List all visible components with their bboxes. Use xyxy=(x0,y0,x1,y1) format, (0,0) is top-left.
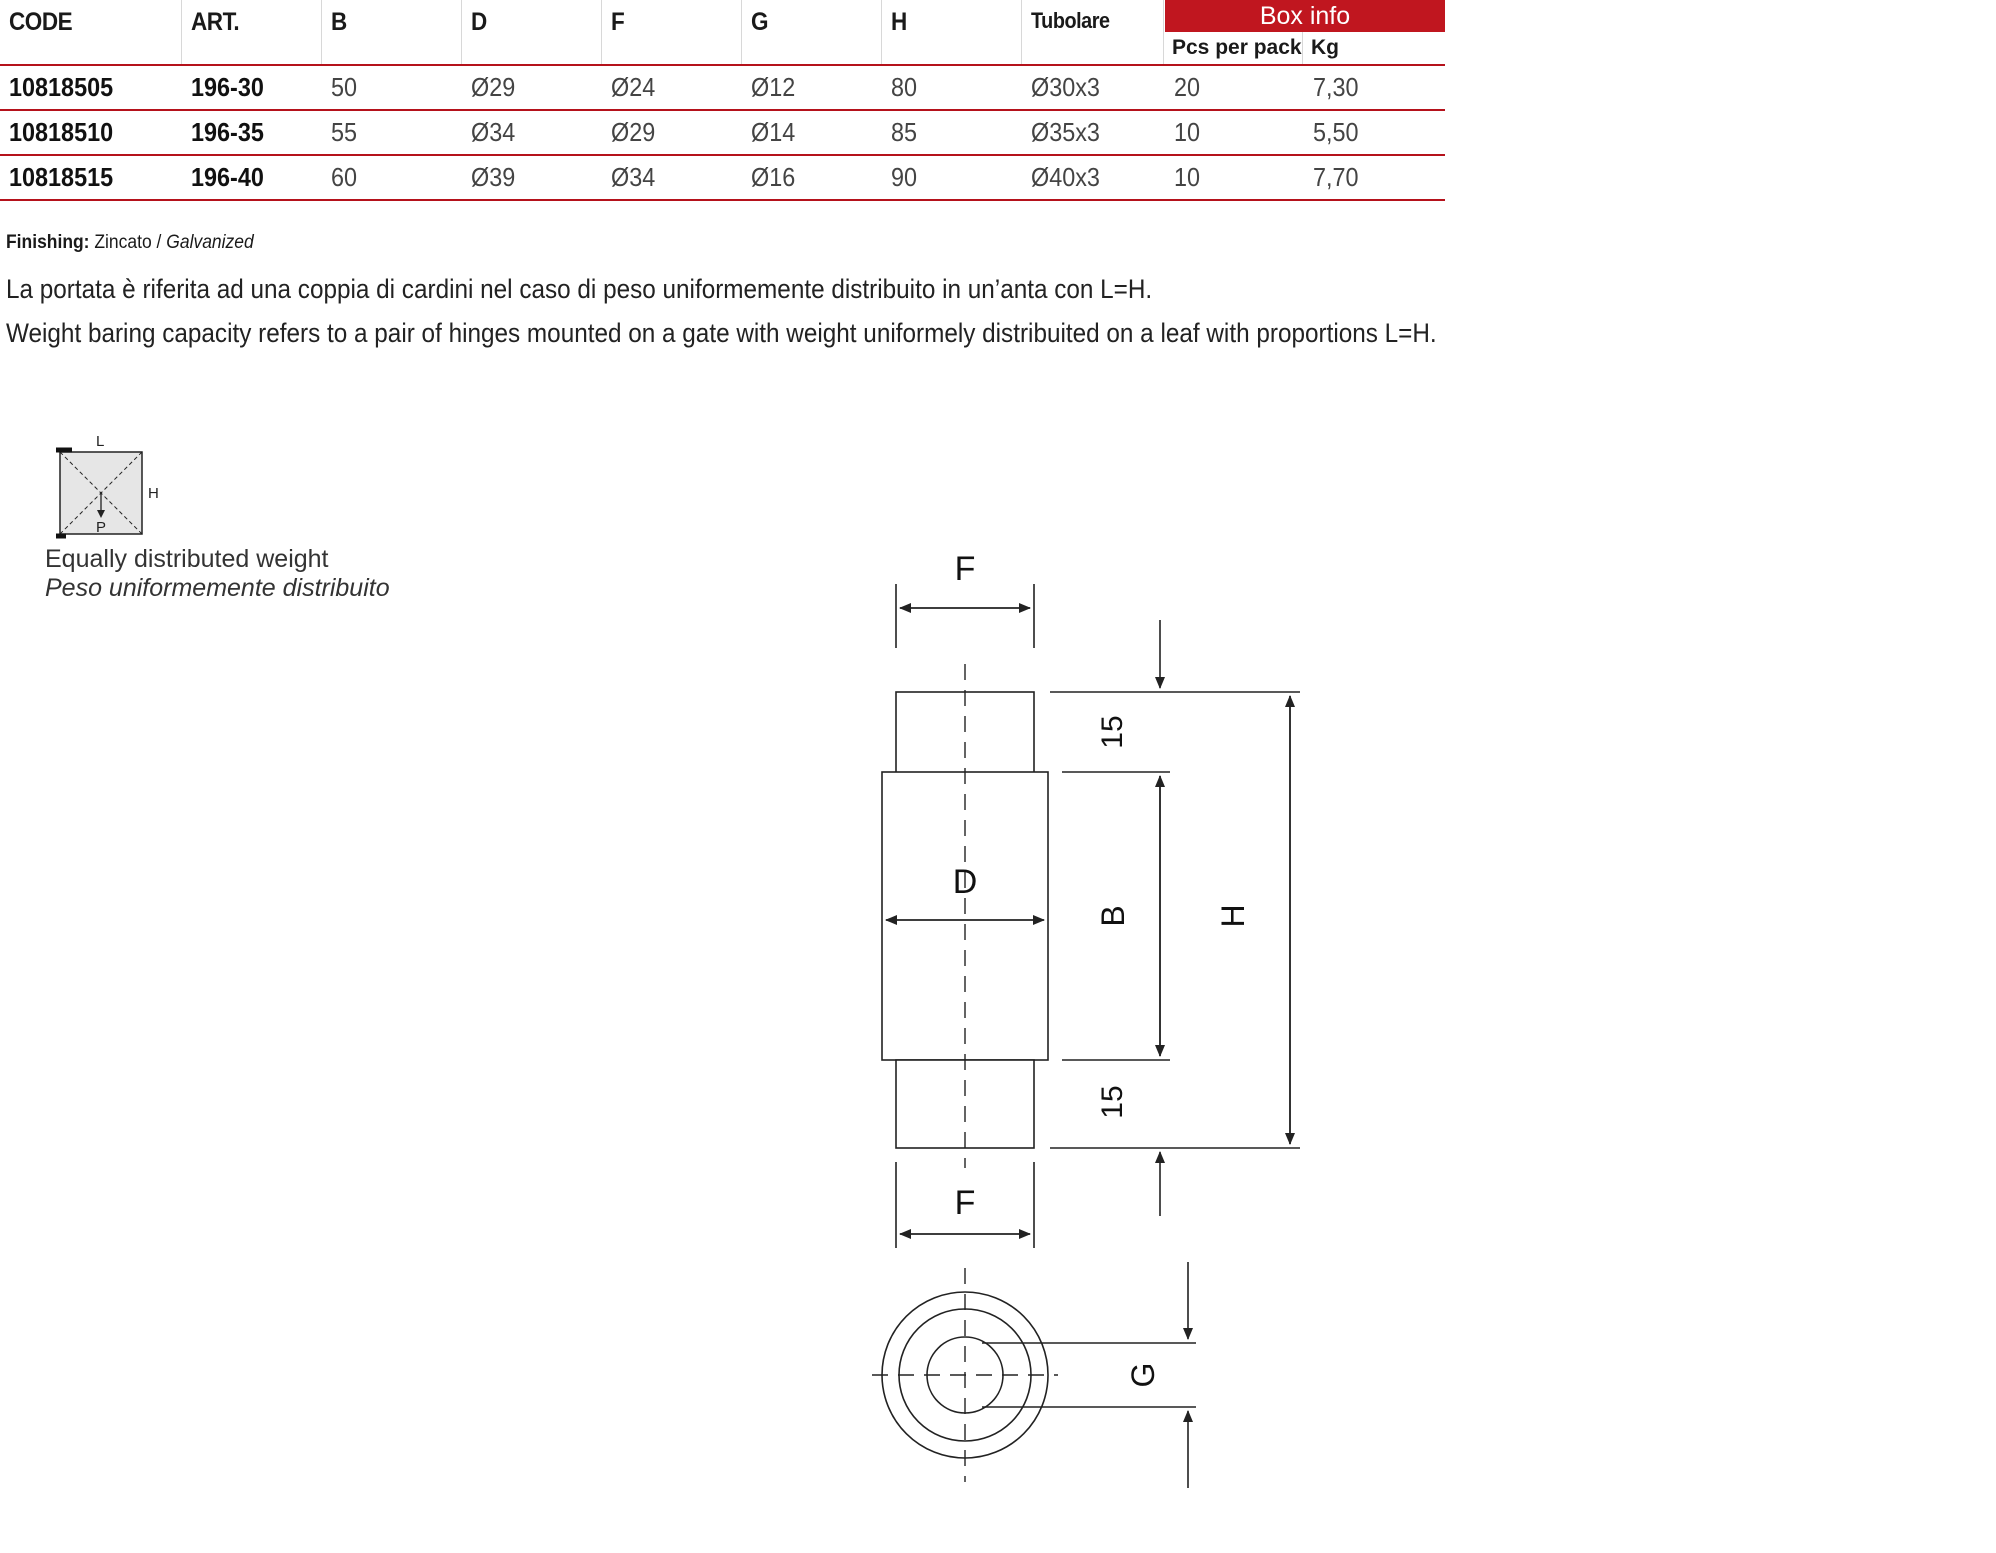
cell-d: Ø34 xyxy=(471,117,516,147)
finishing-value-en: Galvanized xyxy=(166,232,254,253)
cell-art: 196-30 xyxy=(191,72,264,102)
box-info-header: Box info xyxy=(1165,0,1445,32)
cell-tubolare: Ø30x3 xyxy=(1031,72,1100,102)
header-code: CODE xyxy=(9,8,73,36)
cell-d: Ø39 xyxy=(471,162,516,192)
cell-art: 196-35 xyxy=(191,117,264,147)
legend-text-en: Equally distributed weight xyxy=(45,545,329,573)
finishing-label: Finishing: xyxy=(6,232,90,253)
cell-f: Ø34 xyxy=(611,162,656,192)
cell-tubolare: Ø40x3 xyxy=(1031,162,1100,192)
cell-g: Ø14 xyxy=(751,117,796,147)
legend-label-p: P xyxy=(96,519,107,536)
label-15-bottom: 15 xyxy=(1096,1085,1129,1119)
legend-label-h: H xyxy=(148,485,159,502)
spec-table xyxy=(0,0,1445,201)
label-15-top: 15 xyxy=(1096,715,1129,749)
cell-h: 90 xyxy=(891,162,918,192)
cell-b: 50 xyxy=(331,72,358,102)
cell-kg: 7,30 xyxy=(1313,72,1359,102)
cell-d: Ø29 xyxy=(471,72,516,102)
cell-b: 55 xyxy=(331,117,358,147)
cell-f: Ø29 xyxy=(611,117,656,147)
header-d: D xyxy=(471,8,487,36)
legend-label-l: L xyxy=(96,433,105,450)
label-f-top: F xyxy=(954,550,976,588)
cell-g: Ø12 xyxy=(751,72,796,102)
header-h: H xyxy=(891,8,907,36)
header-art: ART. xyxy=(191,8,240,36)
cell-h: 80 xyxy=(891,72,918,102)
label-f-bottom: F xyxy=(954,1184,976,1222)
header-b: B xyxy=(331,8,347,36)
label-h: H xyxy=(1215,904,1251,928)
cell-art: 196-40 xyxy=(191,162,264,192)
legend-text-it: Peso uniformemente distribuito xyxy=(45,574,390,602)
header-kg: Kg xyxy=(1311,36,1339,59)
label-b: B xyxy=(1095,905,1131,927)
cell-tubolare: Ø35x3 xyxy=(1031,117,1100,147)
cell-pcs: 10 xyxy=(1174,117,1201,147)
cell-b: 60 xyxy=(331,162,358,192)
header-tubolare: Tubolare xyxy=(1031,8,1110,33)
hinge-pin-technical-drawing xyxy=(860,540,1320,1500)
header-pcs-per-pack: Pcs per pack xyxy=(1172,36,1302,59)
cell-f: Ø24 xyxy=(611,72,656,102)
cell-pcs: 20 xyxy=(1174,72,1201,102)
note-italian: La portata è riferita ad una coppia di cardini nel caso di peso uniformemente distribuito in un’anta con L=H. xyxy=(6,274,1153,304)
label-d: D xyxy=(952,863,978,901)
table-row xyxy=(0,156,1445,201)
cell-code: 10818515 xyxy=(9,162,114,192)
finishing-value-it: Zincato / xyxy=(94,232,162,253)
cell-pcs: 10 xyxy=(1174,162,1201,192)
cell-code: 10818505 xyxy=(9,72,114,102)
table-row xyxy=(0,111,1445,156)
weight-distribution-icon xyxy=(40,430,180,540)
cell-g: Ø16 xyxy=(751,162,796,192)
table-header xyxy=(0,0,1445,66)
cell-h: 85 xyxy=(891,117,918,147)
table-row xyxy=(0,66,1445,111)
cell-kg: 5,50 xyxy=(1313,117,1359,147)
cell-kg: 7,70 xyxy=(1313,162,1359,192)
header-g: G xyxy=(751,8,769,36)
note-english: Weight baring capacity refers to a pair of hinges mounted on a gate with weight uniformely distribuited on a leaf with proportions L=H. xyxy=(6,318,1437,348)
finishing-note xyxy=(6,232,254,254)
cell-code: 10818510 xyxy=(9,117,114,147)
header-f: F xyxy=(611,8,625,36)
label-g: G xyxy=(1125,1362,1161,1388)
